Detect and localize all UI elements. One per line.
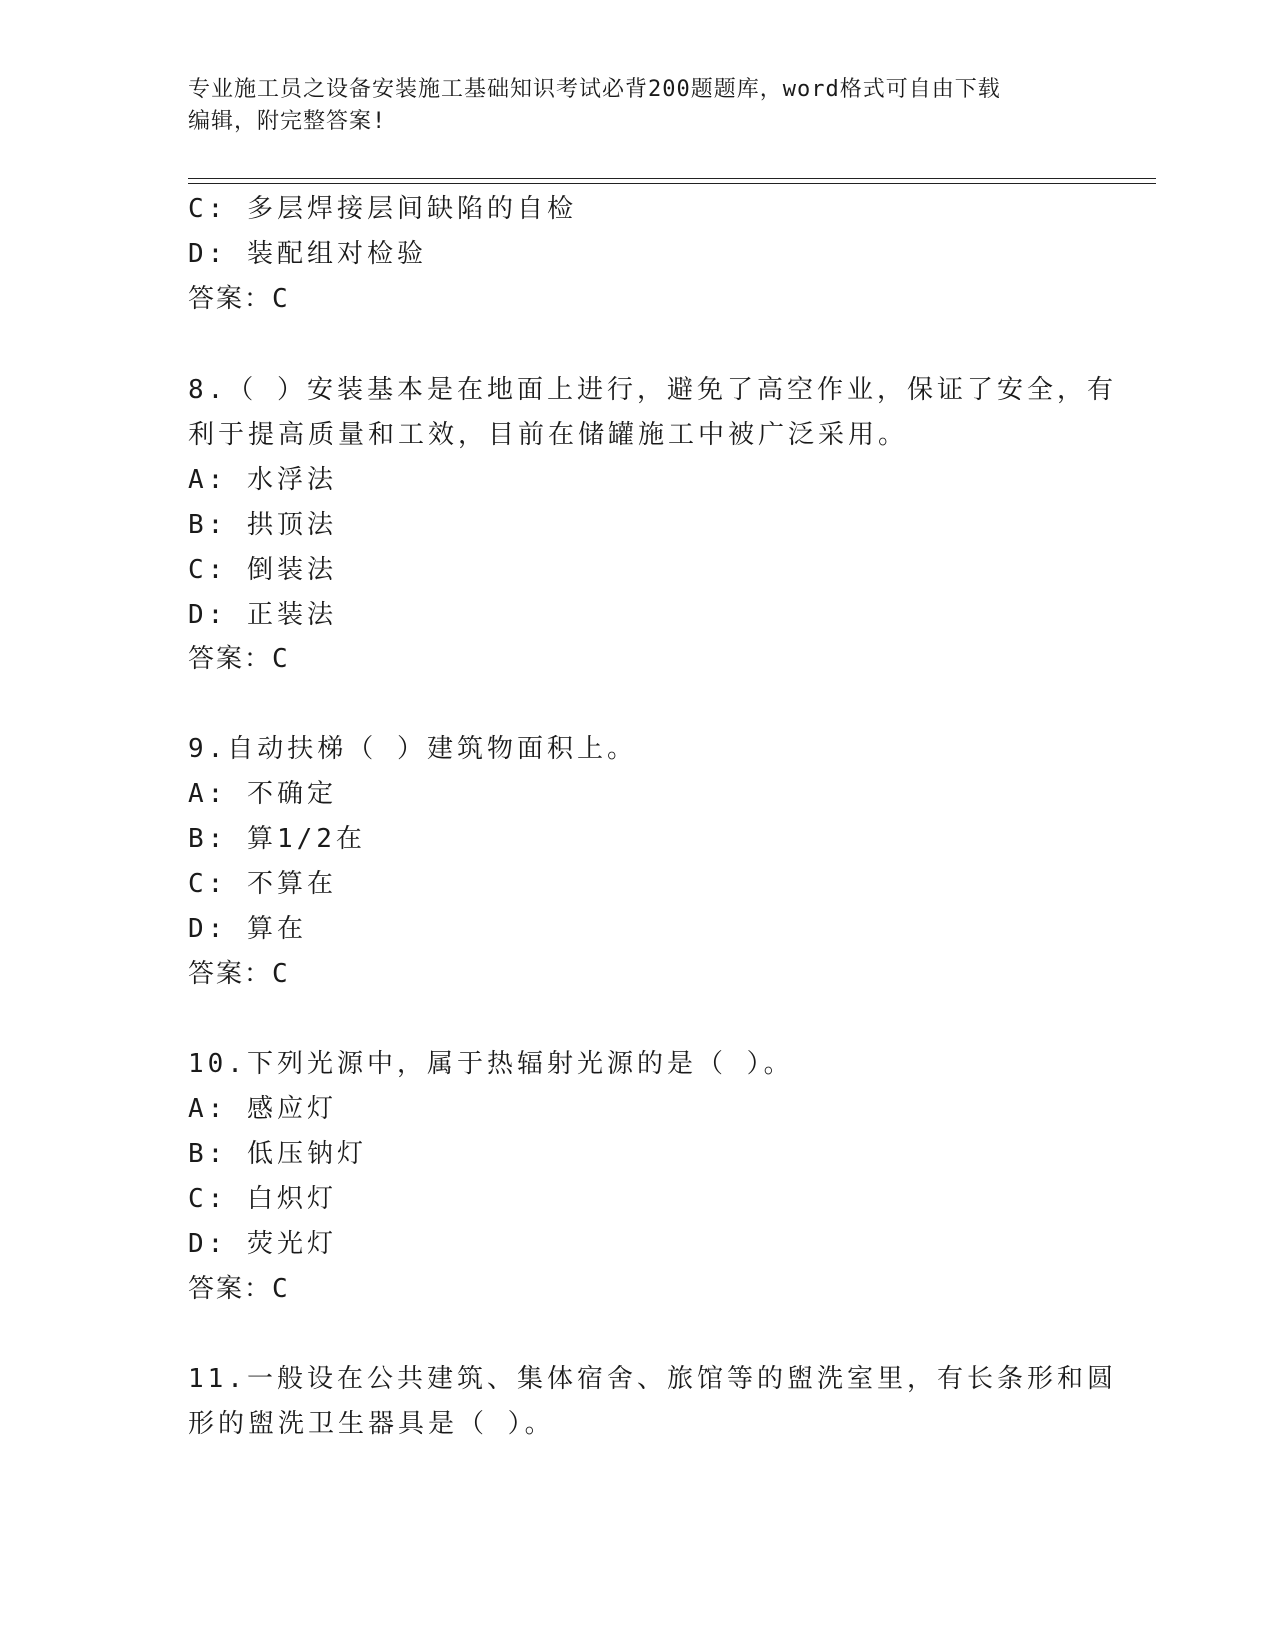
q11-stem-line1: 11.一般设在公共建筑、集体宿舍、旅馆等的盥洗室里，有长条形和圆 [188, 1364, 1117, 1394]
q9-option-c: C: 不算在 [188, 869, 337, 899]
q10-option-d: D: 荧光灯 [188, 1229, 337, 1259]
q7-option-c: C: 多层焊接层间缺陷的自检 [188, 194, 577, 224]
q7-option-d: D: 装配组对检验 [188, 239, 427, 269]
header-title-line1: 专业施工员之设备安装施工基础知识考试必背200题题库，word格式可自由下载 [188, 77, 1001, 102]
q8-answer: 答案：C [188, 644, 290, 674]
q10-option-c: C: 白炽灯 [188, 1184, 337, 1214]
header-divider-top [188, 178, 1156, 179]
q9-option-b: B: 算1/2在 [188, 824, 366, 854]
q10-stem: 10.下列光源中，属于热辐射光源的是（ ）。 [188, 1049, 794, 1079]
q8-option-c: C: 倒装法 [188, 555, 337, 585]
q8-option-b: B: 拱顶法 [188, 510, 337, 540]
q9-stem: 9.自动扶梯（ ）建筑物面积上。 [188, 734, 637, 764]
q7-answer: 答案：C [188, 284, 290, 314]
q8-stem-line2: 利于提高质量和工效，目前在储罐施工中被广泛采用。 [188, 420, 909, 450]
header-title-line2: 编辑，附完整答案! [188, 109, 387, 134]
q9-option-d: D: 算在 [188, 914, 307, 944]
q9-answer: 答案：C [188, 959, 290, 989]
q10-option-a: A: 感应灯 [188, 1094, 337, 1124]
q11-stem-line2: 形的盥洗卫生器具是（ ）。 [188, 1409, 555, 1439]
q8-option-d: D: 正装法 [188, 600, 337, 630]
header-divider-bottom [188, 183, 1156, 184]
q8-option-a: A: 水浮法 [188, 465, 337, 495]
q9-option-a: A: 不确定 [188, 779, 337, 809]
q8-stem-line1: 8.（ ）安装基本是在地面上进行，避免了高空作业，保证了安全，有 [188, 375, 1117, 405]
q10-answer: 答案：C [188, 1274, 290, 1304]
document-header [188, 74, 1088, 138]
q10-option-b: B: 低压钠灯 [188, 1139, 367, 1169]
